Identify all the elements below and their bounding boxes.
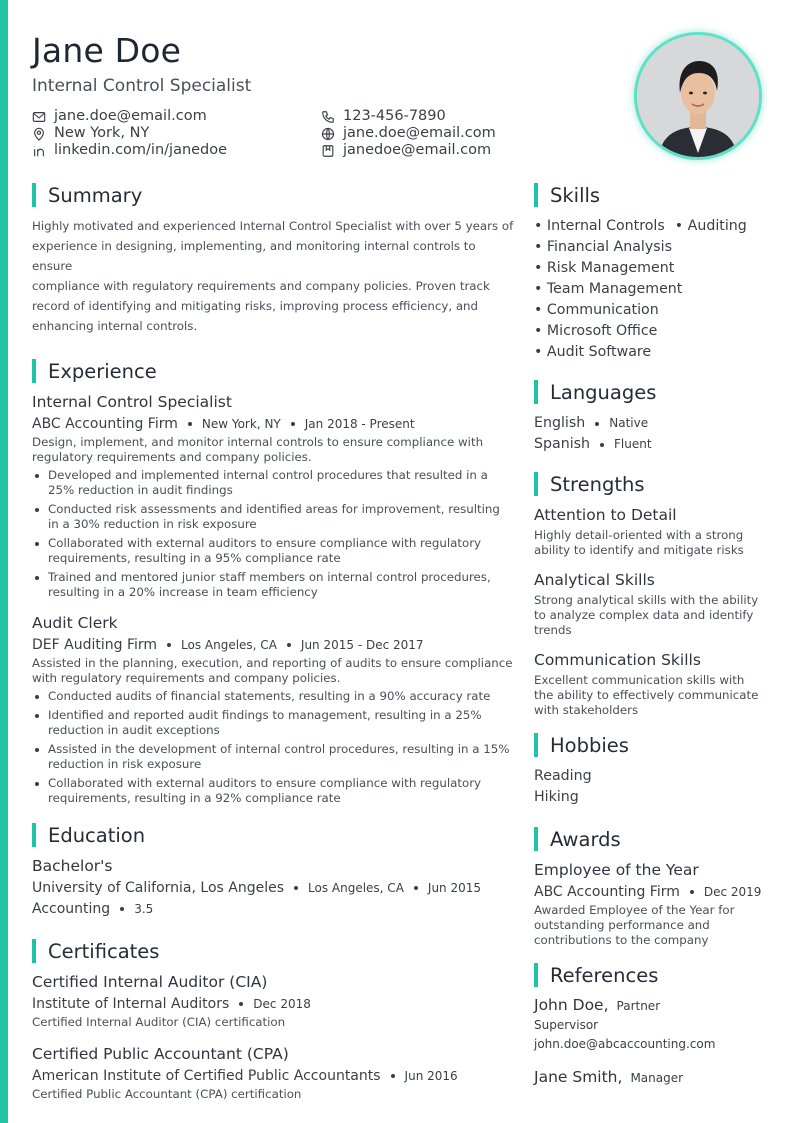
references-title: References <box>550 963 659 987</box>
strengths-title: Strengths <box>550 472 645 496</box>
bullet-item: Conducted risk assessments and identified areas for improvement, resulting in a 30% reduction in risk exposure <box>32 502 514 532</box>
language-item <box>534 413 766 434</box>
contact-other[interactable] <box>321 142 491 159</box>
profile-photo <box>634 32 762 160</box>
mail-icon <box>32 110 46 124</box>
phone-icon <box>321 110 335 124</box>
separator-dot <box>600 443 604 447</box>
certificate-date: Dec 2018 <box>253 997 311 1011</box>
education-title: Education <box>48 823 146 847</box>
globe-icon <box>321 127 335 141</box>
reference-position: Supervisor <box>534 1018 599 1032</box>
strength-description: Strong analytical skills with the ability to analyze complex data and identify trends <box>534 593 759 637</box>
bullet-item: Conducted audits of financial statements, resulting in a 90% accuracy rate <box>32 689 514 704</box>
job-company: ABC Accounting Firm <box>32 416 178 432</box>
certificates-title: Certificates <box>48 939 160 963</box>
language-level: Fluent <box>614 437 652 451</box>
linkedin-icon <box>32 144 46 158</box>
strength-title: Analytical Skills <box>534 571 655 589</box>
separator-dot <box>188 422 192 426</box>
summary-line: experience in designing, implementing, and monitoring internal controls to ensure <box>32 239 476 273</box>
certificate-description: Certified Public Accountant (CPA) certification <box>32 1087 302 1101</box>
accent-bar <box>0 0 8 1123</box>
strength-item <box>534 650 766 718</box>
certificate-name: Certified Public Accountant (CPA) <box>32 1045 289 1063</box>
summary-line: Highly motivated and experienced Internal Control Specialist with over 5 years of <box>32 219 514 233</box>
award-description: Awarded Employee of the Year for outstanding performance and contributions to the company <box>534 903 735 947</box>
reference-item <box>534 1068 766 1086</box>
left-column <box>32 182 514 1102</box>
job-role: Audit Clerk <box>32 614 118 632</box>
separator-dot <box>287 643 291 647</box>
experience-heading <box>32 358 514 384</box>
hobby-item: Reading <box>534 768 592 784</box>
awards-heading <box>534 826 766 852</box>
section-marker <box>534 183 538 207</box>
award-issuer: ABC Accounting Firm <box>534 884 680 900</box>
education-item <box>32 856 514 918</box>
skill-item: • Internal Controls <box>534 218 665 234</box>
job-dates: Jan 2018 - Present <box>304 417 415 431</box>
section-marker <box>534 472 538 496</box>
education-gpa: 3.5 <box>134 902 154 916</box>
certificate-issuer: American Institute of Certified Public Accountants <box>32 1068 381 1084</box>
education-field-row <box>32 900 514 918</box>
education-field: Accounting <box>32 901 111 917</box>
reference-name: John Doe, <box>534 996 609 1014</box>
certificate-meta <box>32 995 514 1013</box>
contact-location-text: New York, NY <box>54 125 150 141</box>
summary-line: record of identifying and mitigating risks, improving process efficiency, and <box>32 299 479 313</box>
award-item <box>534 860 766 948</box>
separator-dot <box>595 422 599 426</box>
education-heading <box>32 822 514 848</box>
job-bullets <box>32 689 514 806</box>
language-name: Spanish <box>534 436 591 452</box>
right-column <box>534 182 766 1086</box>
section-marker <box>534 733 538 757</box>
summary-title: Summary <box>48 183 143 207</box>
skill-item: • Auditing <box>674 218 747 234</box>
summary-line: compliance with regulatory requirements and company policies. Proven track <box>32 279 490 293</box>
skill-label: Communication <box>546 302 659 318</box>
summary-heading <box>32 182 514 208</box>
skill-item: • Risk Management <box>534 260 675 276</box>
certificate-item <box>32 972 514 1030</box>
separator-dot <box>294 886 298 890</box>
hobby-item: Hiking <box>534 789 579 805</box>
skill-label: Risk Management <box>546 260 675 276</box>
award-meta <box>534 883 766 901</box>
certificates-heading <box>32 938 514 964</box>
summary-text <box>32 216 514 336</box>
section-marker <box>32 183 36 207</box>
bullet-item: Collaborated with external auditors to ensure compliance with regulatory requirements, resulting in a 92% compliance rate <box>32 776 514 806</box>
candidate-title: Internal Control Specialist <box>32 76 252 96</box>
skill-item: • Audit Software <box>534 344 652 360</box>
bullet-item: Collaborated with external auditors to ensure compliance with regulatory requirements, resulting in a 95% compliance rate <box>32 536 514 566</box>
bullet-item: Assisted in the development of internal control procedures, resulting in a 15% reduction in risk exposure <box>32 742 514 772</box>
strength-item <box>534 570 766 638</box>
education-meta <box>32 879 514 897</box>
awards-title: Awards <box>550 827 621 851</box>
job-company: DEF Auditing Firm <box>32 637 158 653</box>
skill-item: • Microsoft Office <box>534 323 658 339</box>
job-meta <box>32 415 514 433</box>
reference-item <box>534 996 766 1054</box>
job-dates: Jun 2015 - Dec 2017 <box>300 638 424 652</box>
separator-dot <box>391 1074 395 1078</box>
certificate-meta <box>32 1067 514 1085</box>
contact-phone[interactable] <box>321 108 446 125</box>
separator-dot <box>120 907 124 911</box>
skills-title: Skills <box>550 183 601 207</box>
skill-item: • Team Management <box>534 281 683 297</box>
section-marker <box>534 827 538 851</box>
education-date: Jun 2015 <box>427 881 482 895</box>
skills-list <box>534 216 766 363</box>
reference-email[interactable]: john.doe@abcaccounting.com <box>534 1037 716 1051</box>
experience-title: Experience <box>48 359 157 383</box>
bullet-item: Trained and mentored junior staff members on internal control procedures, resulting in a 20% increase in team efficiency <box>32 570 514 600</box>
skill-label: Internal Controls <box>546 218 665 234</box>
bullet-item: Developed and implemented internal control procedures that resulted in a 25% reduction in audit findings <box>32 468 514 498</box>
resume-header <box>32 30 632 97</box>
education-school: University of California, Los Angeles <box>32 880 285 896</box>
skills-heading <box>534 182 766 208</box>
contact-phone-text: 123-456-7890 <box>343 108 446 124</box>
hobbies-heading <box>534 732 766 758</box>
section-marker <box>534 380 538 404</box>
job-role: Internal Control Specialist <box>32 393 232 411</box>
language-level: Native <box>609 416 649 430</box>
avatar-illustration <box>637 35 759 157</box>
contact-other-text: janedoe@email.com <box>343 142 492 158</box>
award-title: Employee of the Year <box>534 861 699 879</box>
section-marker <box>32 939 36 963</box>
education-degree: Bachelor's <box>32 857 113 875</box>
reference-role: Manager <box>630 1071 684 1085</box>
contact-website-text: jane.doe@email.com <box>343 125 496 141</box>
reference-name: Jane Smith, <box>534 1068 623 1086</box>
certificate-issuer: Institute of Internal Auditors <box>32 996 230 1012</box>
contact-email[interactable] <box>32 108 207 125</box>
separator-dot <box>414 886 418 890</box>
contact-linkedin[interactable] <box>32 142 227 159</box>
languages-title: Languages <box>550 380 657 404</box>
separator-dot <box>239 1002 243 1006</box>
experience-item <box>32 392 514 600</box>
certificate-name: Certified Internal Auditor (CIA) <box>32 973 268 991</box>
bookmark-icon <box>321 144 335 158</box>
skill-item: • Financial Analysis <box>534 239 672 255</box>
reference-role: Partner <box>616 999 661 1013</box>
section-marker <box>534 963 538 987</box>
hobbies-title: Hobbies <box>550 733 629 757</box>
strength-description: Excellent communication skills with the ability to effectively communicate with stakeholders <box>534 673 759 717</box>
skill-label: Financial Analysis <box>546 239 672 255</box>
job-meta <box>32 636 514 654</box>
skill-item: • Communication <box>534 302 659 318</box>
job-bullets <box>32 468 514 600</box>
strength-description: Highly detail-oriented with a strong ability to identify and mitigate risks <box>534 528 744 557</box>
award-date: Dec 2019 <box>703 885 762 899</box>
location-pin-icon <box>32 127 46 141</box>
contact-email-text: jane.doe@email.com <box>54 108 207 124</box>
certificate-date: Jun 2016 <box>404 1069 458 1083</box>
reference-header <box>534 996 766 1014</box>
strength-item <box>534 505 766 558</box>
section-marker <box>32 823 36 847</box>
skill-label: Microsoft Office <box>546 323 658 339</box>
job-location: New York, NY <box>201 417 281 431</box>
experience-item <box>32 613 514 806</box>
reference-header <box>534 1068 766 1086</box>
separator-dot <box>291 422 295 426</box>
job-description: Design, implement, and monitor internal controls to ensure compliance with regulatory requirements and company policies. <box>32 435 484 464</box>
skill-label: Team Management <box>546 281 683 297</box>
job-description: Assisted in the planning, execution, and reporting of audits to ensure compliance with regulatory requirements and company policies. <box>32 656 513 685</box>
languages-heading <box>534 379 766 405</box>
contact-location <box>32 125 149 142</box>
skill-label: Audit Software <box>546 344 652 360</box>
strength-title: Communication Skills <box>534 651 701 669</box>
bullet-item: Identified and reported audit findings to management, resulting in a 25% reduction in audit exceptions <box>32 708 514 738</box>
strengths-heading <box>534 471 766 497</box>
language-item <box>534 434 766 455</box>
separator-dot <box>167 643 171 647</box>
contact-linkedin-text: linkedin.com/in/janedoe <box>54 142 228 158</box>
candidate-name: Jane Doe <box>32 31 182 70</box>
language-name: English <box>534 415 586 431</box>
summary-line: enhancing internal controls. <box>32 319 198 333</box>
section-marker <box>32 359 36 383</box>
education-location: Los Angeles, CA <box>308 881 404 895</box>
skill-label: Auditing <box>687 218 747 234</box>
strength-title: Attention to Detail <box>534 506 677 524</box>
job-location: Los Angeles, CA <box>181 638 277 652</box>
references-heading <box>534 962 766 988</box>
certificate-description: Certified Internal Auditor (CIA) certification <box>32 1015 286 1029</box>
contact-website[interactable] <box>321 125 496 142</box>
certificate-item <box>32 1044 514 1102</box>
separator-dot <box>690 890 694 894</box>
